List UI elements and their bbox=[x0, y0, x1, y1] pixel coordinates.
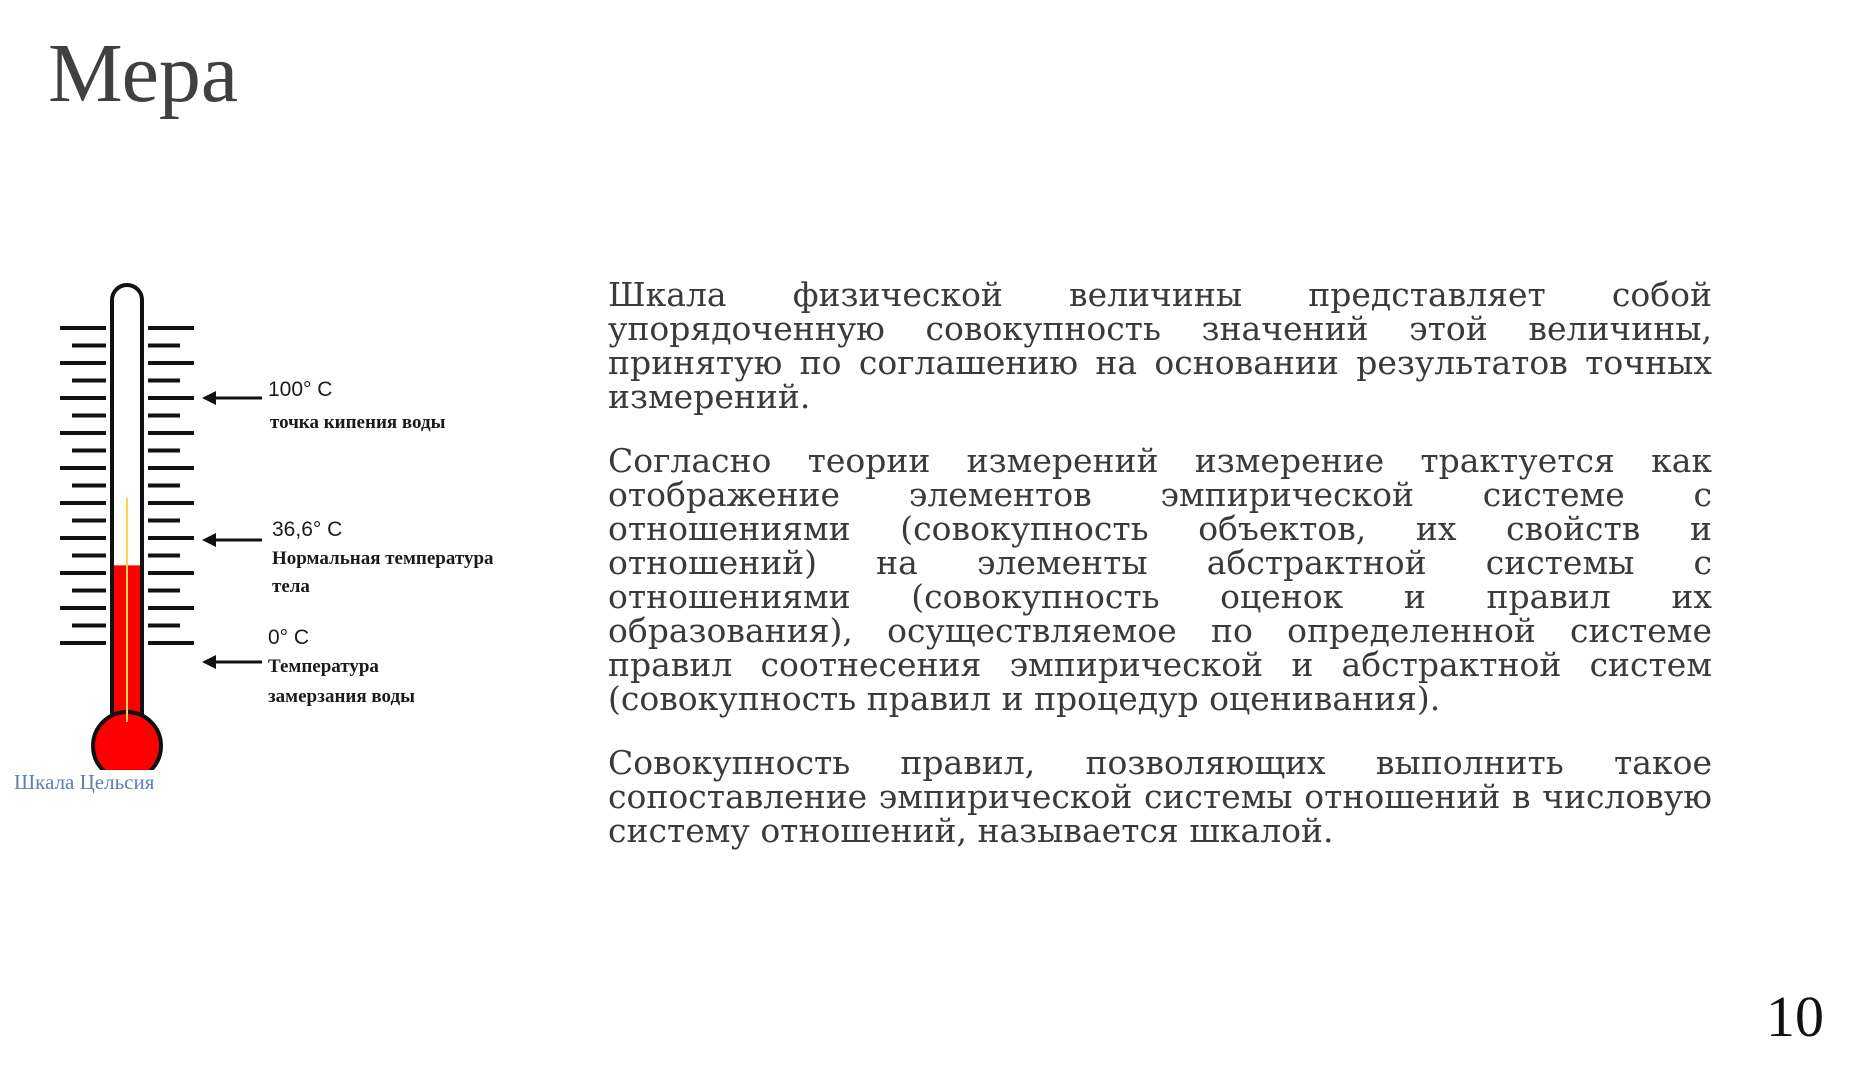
marker-body-temp: 36,6° C bbox=[272, 518, 343, 541]
arrow-head-icon bbox=[202, 655, 216, 669]
marker-0-temp: 0° C bbox=[268, 626, 310, 649]
text-body bbox=[608, 275, 1712, 878]
marker-0-desc-line2: замерзания воды bbox=[268, 686, 415, 707]
marker-100-temp: 100° C bbox=[268, 378, 333, 401]
slide-title: Мера bbox=[48, 27, 239, 120]
arrow-head-icon bbox=[202, 391, 216, 405]
figure-caption: Шкала Цельсия bbox=[14, 770, 155, 794]
paragraph-scale-definition: Шкала физической величины представляет собой упорядоченную совокупность значений этой величины, принятую по соглашению на основании результатов точных измерений. bbox=[608, 275, 1712, 416]
arrow-head-icon bbox=[202, 533, 216, 547]
paragraph-scale-conclusion: Совокупность правил, позволяющих выполнить такое сопоставление эмпирической системы отношений в числовую систему отношений, называется шкалой. bbox=[608, 743, 1712, 850]
page-number: 10 bbox=[1766, 984, 1824, 1049]
marker-body-desc-line2: тела bbox=[272, 576, 310, 597]
thermometer-figure bbox=[0, 270, 560, 810]
marker-100-desc: точка кипения воды bbox=[270, 412, 446, 433]
paragraph-measurement-theory: Согласно теории измерений измерение трактуется как отображение элементов эмпирической системе с отношениями (совокупность объектов, их свойств и отношений) на элементы абстрактной системы с отношениями (совокупность оценок и правил их образования), осуществляемое по определенной системе правил соотнесения эмпирической и абстрактной систем (совокупность правил и процедур оценивания). bbox=[608, 441, 1712, 718]
marker-body-desc-line1: Нормальная температура bbox=[272, 548, 494, 569]
marker-0-desc-line1: Температура bbox=[268, 656, 379, 677]
